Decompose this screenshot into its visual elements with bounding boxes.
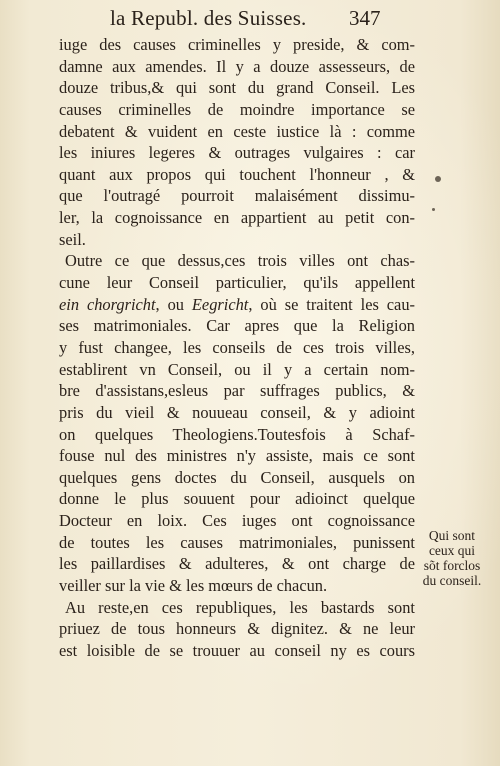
text-line: pris du vieil & nouueau conseil, & y adioint [59, 402, 415, 422]
text-line: quelques gens doctes du Conseil, ausquels on [59, 467, 415, 487]
text-line: de toutes les causes matrimoniales, punissent [59, 532, 415, 552]
german-term: ein chorgricht [59, 294, 156, 314]
margin-note [410, 528, 494, 588]
text-line: veiller sur la vie & les mœurs de chacun. [59, 576, 328, 596]
text-line: seil. [59, 229, 86, 249]
text-line: que l'outragé pourroit malaisément dissimu- [59, 186, 415, 206]
text-line: fouse nul des ministres n'y assiste, mais ce sont [59, 446, 415, 466]
text-segment: , ou [155, 294, 192, 314]
paragraph-start-line: Outre ce que dessus,ces trois villes ont chas- [65, 251, 415, 271]
text-line: donne le plus souuent pour adioinct quelque [59, 489, 415, 509]
text-segment: , où se traitent les cau- [248, 294, 415, 314]
margin-note-line: sõt forclos [423, 558, 481, 573]
text-line: priuez de tous honneurs & dignitez. & ne leur [59, 619, 415, 639]
text-line: damne aux amendes. Il y a douze assesseurs, de [59, 56, 415, 76]
text-line: douze tribus,& qui sont du grand Conseil. Les [59, 78, 415, 98]
page-number: 347 [349, 6, 381, 30]
running-head: la Republ. des Suisses. [110, 6, 307, 30]
paragraph-start-line: Au reste,en ces republiques, les bastards sont [65, 597, 415, 617]
paper-blemish [432, 208, 435, 211]
text-line: on quelques Theologiens.Toutesfois à Schaf- [59, 424, 415, 444]
margin-note-line: Qui sont [428, 528, 476, 543]
text-line: les paillardises & adulteres, & ont charge de [59, 554, 415, 574]
text-line: debatent & vuident en ceste iustice là : comme [59, 121, 415, 141]
text-line: cune leur Conseil particulier, qu'ils appellent [59, 273, 415, 293]
text-line: quant aux propos qui touchent l'honneur , & [59, 164, 415, 184]
text-line-with-german-terms [59, 294, 415, 316]
text-line: les iniures legeres & outrages vulgaires : car [59, 143, 415, 163]
page-header [110, 2, 410, 32]
paper-blemish [435, 176, 441, 182]
text-line: est loisible de se trouuer au conseil ny es cours [59, 640, 415, 660]
text-line: ler, la cognoissance en appartient au petit con- [59, 208, 415, 228]
german-term: Eegricht [191, 294, 249, 314]
text-line: ses matrimoniales. Car apres que la Religion [59, 316, 415, 336]
text-line: iuge des causes criminelles y preside, & com- [59, 35, 415, 54]
text-line: causes criminelles de moindre importance se [59, 99, 415, 119]
body-text [59, 34, 415, 662]
text-line: establirent vn Conseil, ou il y a certain nom- [59, 359, 415, 379]
margin-note-line: du conseil. [422, 573, 482, 588]
text-line: y fust changee, les conseils de ces trois villes, [59, 337, 415, 357]
margin-note-line: ceux qui [428, 543, 476, 558]
text-line: Docteur en loix. Ces iuges ont cognoissance [59, 511, 415, 531]
text-line: bre d'assistans,esleus par suffrages publics, & [59, 381, 415, 401]
